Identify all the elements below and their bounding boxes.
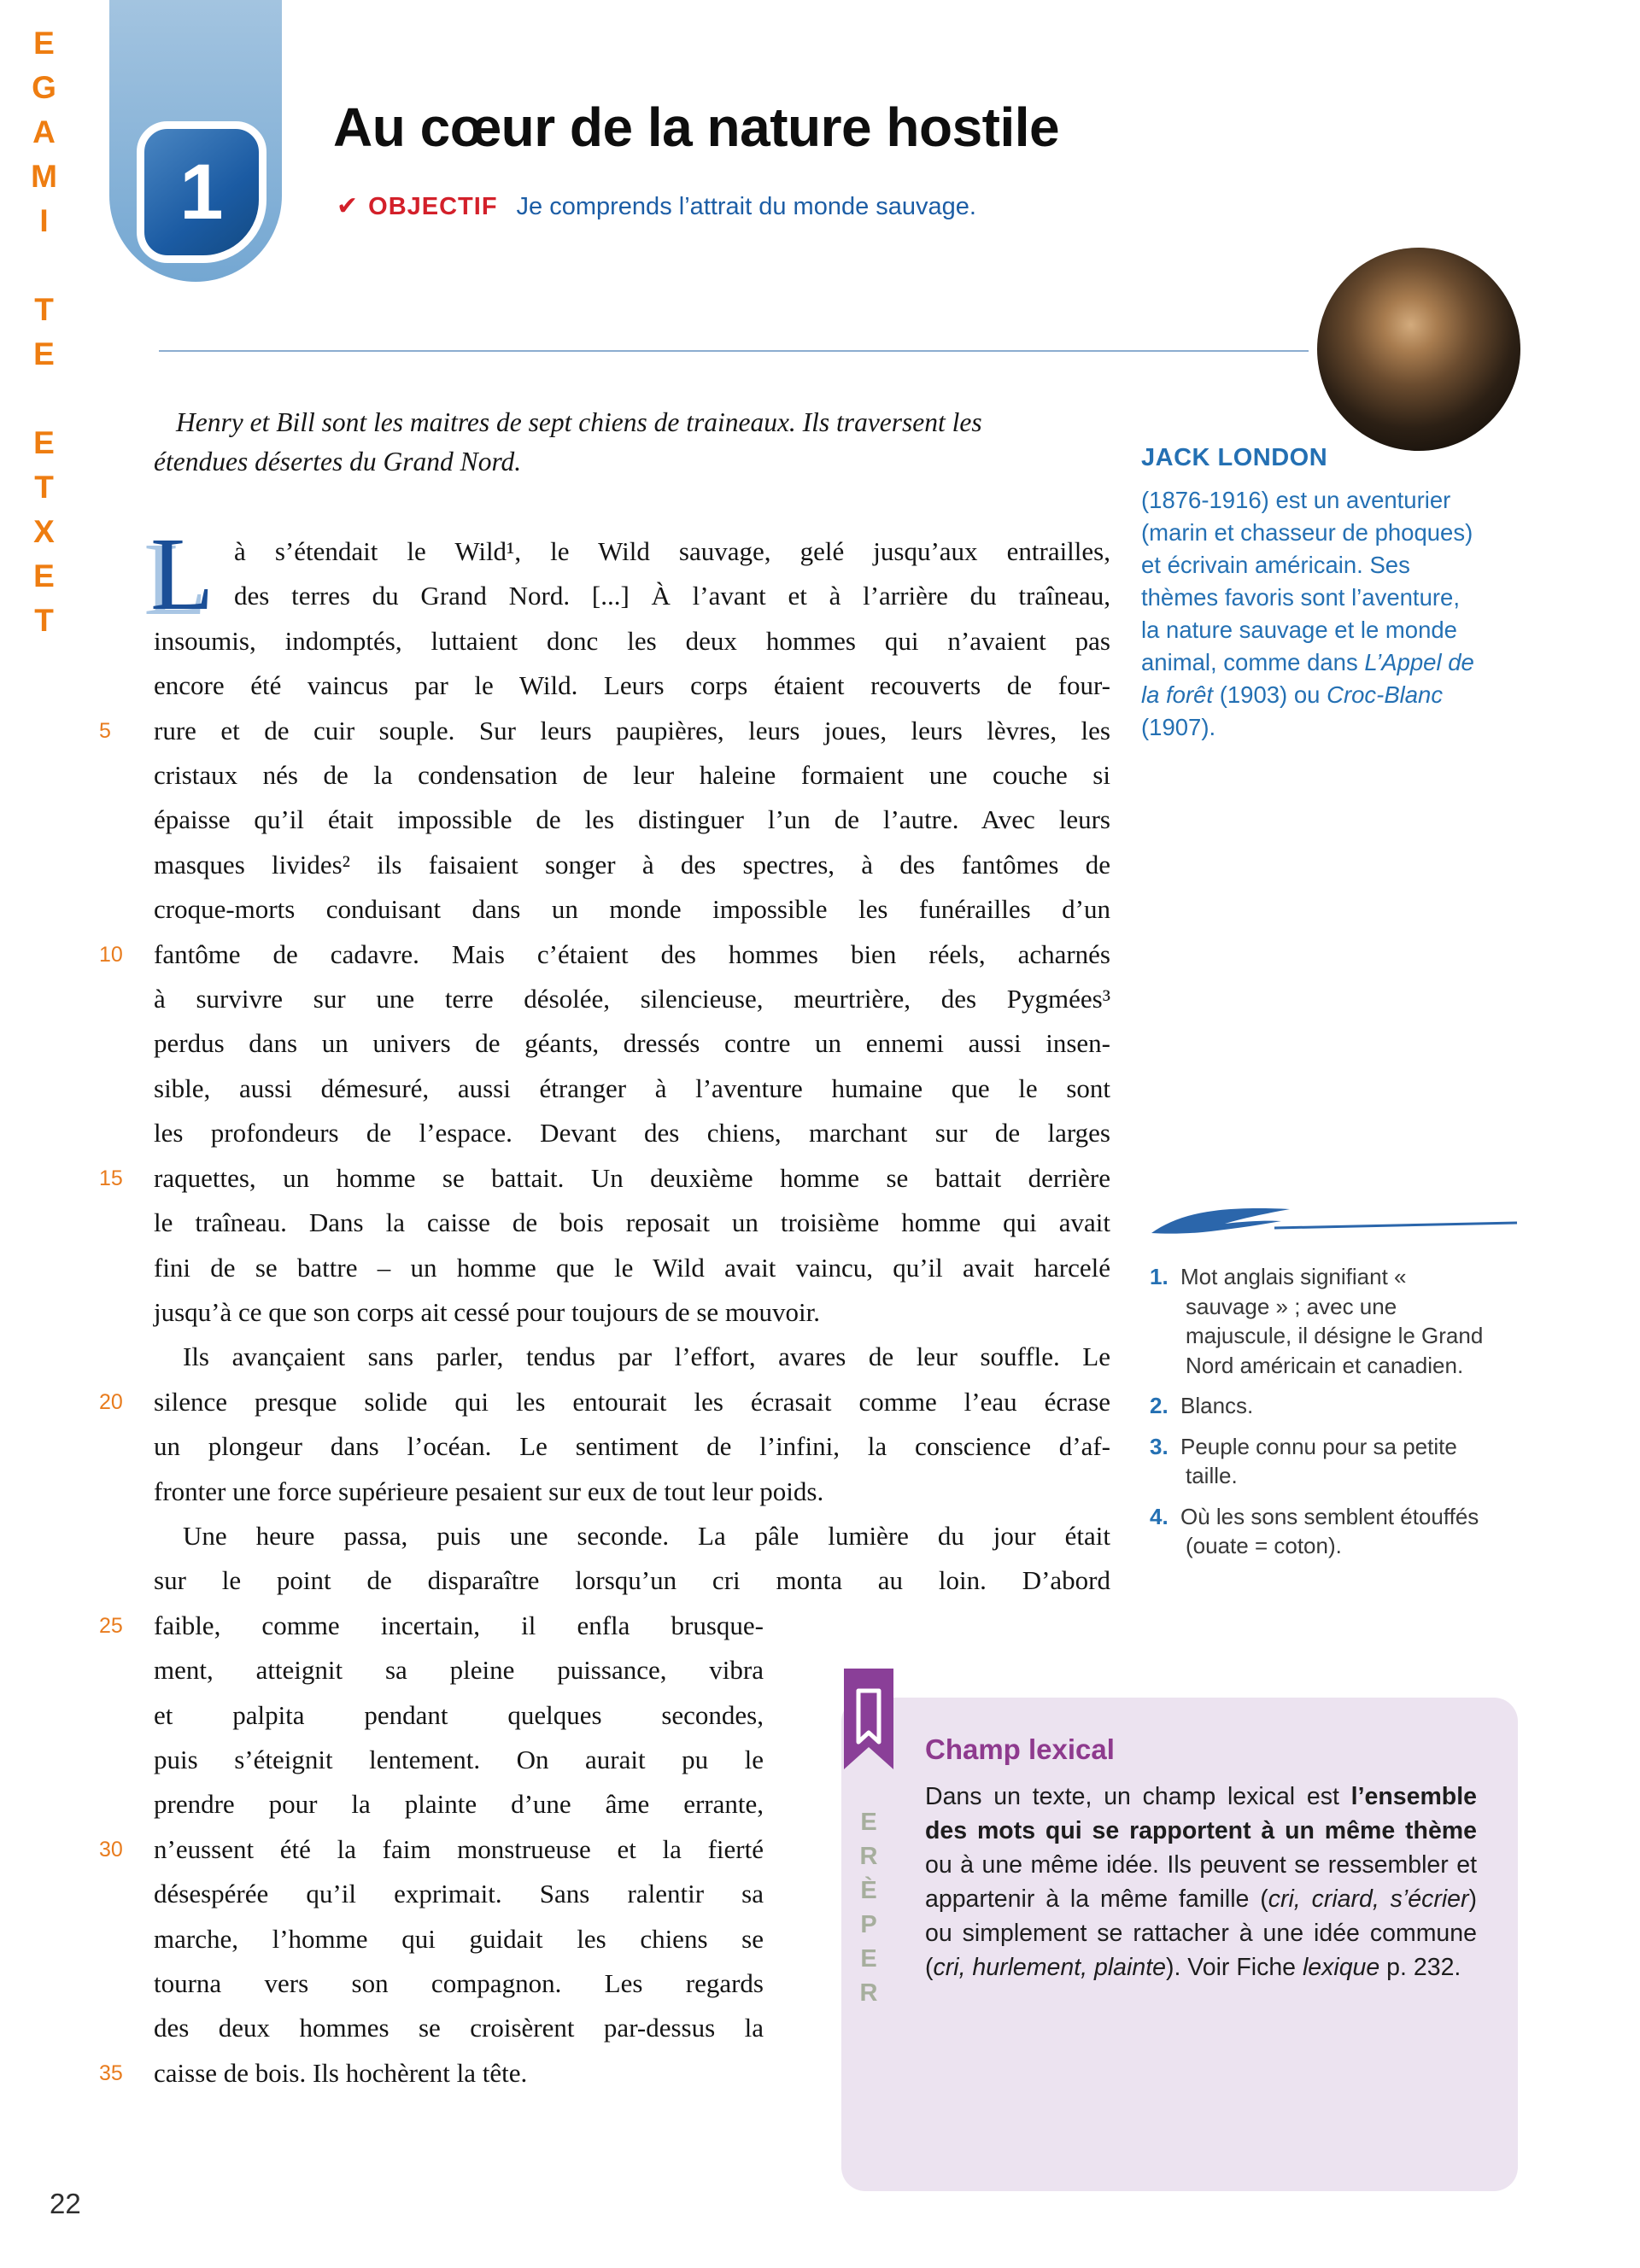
line-text: croque-morts conduisant dans un monde impossible les funérailles d’un [154, 894, 1110, 925]
section-vertical-label: EGAMI TE ETXET [26, 26, 62, 647]
line-text: les profondeurs de l’espace. Devant des chiens, marchant sur de larges [154, 1118, 1110, 1149]
drop-cap: L [150, 517, 214, 632]
text-line [154, 619, 1110, 663]
text-line [154, 1782, 764, 1827]
repere-box [841, 1698, 1518, 2191]
intro-line: étendues désertes du Grand Nord. [154, 447, 522, 476]
line-text: raquettes, un homme se battait. Un deuxième homme se battait derrière [154, 1162, 1110, 1193]
text-line [234, 529, 1110, 574]
line-number: 10 [99, 942, 123, 967]
line-text: épaisse qu’il était impossible de les distinguer l’un de l’autre. Avec leurs [154, 804, 1110, 835]
author-photo [1317, 248, 1520, 451]
objective-text: Je comprends l’attrait du monde sauvage. [516, 193, 976, 220]
header-divider-line [159, 350, 1309, 352]
text-line [99, 2051, 764, 2096]
line-text: silence presque solide qui les entourait les écrasait comme l’eau écrase [154, 1386, 1110, 1417]
line-text: caisse de bois. Ils hochèrent la tête. [154, 2057, 528, 2088]
text-line [154, 1917, 764, 1961]
text-line [154, 663, 1110, 708]
author-name: JACK LONDON [1141, 444, 1328, 471]
footnotes [1150, 1262, 1491, 1572]
line-text: n’eussent été la faim monstrueuse et la fierté [154, 1833, 764, 1864]
bio-segment: Croc-Blanc [1327, 681, 1444, 708]
text-line [154, 753, 1110, 798]
text-line [154, 887, 1110, 932]
page-title: Au cœur de la nature hostile [333, 96, 1060, 158]
text-line [154, 1470, 1110, 1514]
repere-body-segment: ou à une même idée. Ils peuvent se ressembler et appartenir à la même famille ( [925, 1851, 1477, 1913]
text-line [154, 1514, 1110, 1558]
footnote-number: 3. [1150, 1433, 1168, 1459]
repere-body-segment: ). Voir Fiche [1165, 1954, 1303, 1981]
line-text: faible, comme incertain, il enfla brusque- [154, 1610, 764, 1640]
objective-row [337, 191, 976, 221]
repere-body-segment: cri, criard, s’écrier [1268, 1885, 1469, 1913]
line-text: sur le point de disparaître lorsqu’un cri monta au loin. D’abord [154, 1565, 1110, 1596]
line-text: et palpita pendant quelques secondes, [154, 1699, 764, 1730]
line-text: sible, aussi démesuré, aussi étranger à l’aventure humaine que le sont [154, 1073, 1110, 1103]
text-line [154, 1424, 1110, 1469]
footnote-number: 1. [1150, 1264, 1168, 1289]
line-text: Une heure passa, puis une seconde. La pâle lumière du jour était [183, 1520, 1110, 1551]
text-line [99, 1827, 764, 1872]
line-text: tourna vers son compagnon. Les regards [154, 1968, 764, 1998]
footnote-text: Où les sons semblent étouffés (ouate = coton). [1180, 1503, 1479, 1558]
line-text: puis s’éteignit lentement. On aurait pu le [154, 1744, 764, 1774]
footnote [1150, 1502, 1491, 1561]
line-text: Ils avançaient sans parler, tendus par l’effort, avares de leur souffle. Le [183, 1342, 1110, 1372]
text-line [154, 1067, 1110, 1111]
line-text: un plongeur dans l’océan. Le sentiment de l’infini, la conscience d’af- [154, 1431, 1110, 1462]
text-line [99, 1380, 1110, 1424]
repere-body [925, 1780, 1477, 1984]
line-text: fantôme de cadavre. Mais c’étaient des hommes bien réels, acharnés [154, 938, 1110, 969]
text-line [154, 1246, 1110, 1290]
footnote [1150, 1391, 1491, 1421]
text-line [154, 2006, 764, 2050]
line-number: 25 [99, 1613, 123, 1638]
repere-title: Champ lexical [925, 1733, 1115, 1765]
line-text: des deux hommes se croisèrent par-dessus la [154, 2013, 764, 2043]
line-number: 15 [99, 1166, 123, 1190]
bio-segment: (1907). [1141, 714, 1216, 740]
text-line [154, 1558, 1110, 1603]
intro-line: Henry et Bill sont les maitres de sept chiens de traineaux. Ils traversent les [176, 407, 982, 437]
text-line [154, 1738, 764, 1782]
repere-body-segment: l’ensemble des mots qui se rapportent à un même thème [925, 1783, 1477, 1844]
text-line [99, 1604, 764, 1648]
line-text: le traîneau. Dans la caisse de bois reposait un troisième homme qui avait [154, 1207, 1110, 1238]
line-number: 20 [99, 1389, 123, 1414]
line-text: insoumis, indomptés, luttaient donc les deux hommes qui n’avaient pas [154, 625, 1110, 656]
repere-body-segment: lexique [1302, 1954, 1380, 1981]
repere-body-segment: cri, hurlement, plainte [933, 1954, 1166, 1981]
line-text: fini de se battre – un homme que le Wild avait vaincu, qu’il avait harcelé [154, 1252, 1110, 1283]
line-text: désespérée qu’il exprimait. Sans ralentir sa [154, 1879, 764, 1909]
bookmark-icon [844, 1669, 893, 1769]
bio-segment: (1876-1916) est un aventurier (marin et chasseur de phoques) et écrivain américain. Ses thèmes favoris sont l’aventure, la nature sauvage et le monde animal, comme dans [1141, 487, 1473, 675]
bio-segment: (1903) ou [1213, 681, 1327, 708]
repere-vertical-label: ERÈPER [855, 1809, 882, 2014]
line-number: 5 [99, 718, 111, 743]
repere-body-segment: p. 232. [1379, 1954, 1461, 1981]
notes-divider [1146, 1202, 1519, 1242]
footnote-text: Blancs. [1180, 1393, 1254, 1418]
quill-icon [1146, 1202, 1519, 1242]
text-line [99, 1156, 1110, 1201]
text-line [99, 709, 1110, 753]
text-line [154, 1693, 764, 1738]
line-text: des terres du Grand Nord. [...] À l’avant et à l’arrière du traîneau, [234, 581, 1110, 611]
footnote-text: Peuple connu pour sa petite taille. [1180, 1433, 1457, 1488]
text-line [154, 977, 1110, 1021]
line-number: 30 [99, 1837, 123, 1862]
line-text: à survivre sur une terre désolée, silencieuse, meurtrière, des Pygmées³ [154, 984, 1110, 1014]
chapter-badge [137, 121, 266, 263]
check-icon: ✔ [337, 192, 359, 220]
line-text: à s’étendait le Wild¹, le Wild sauvage, gelé jusqu’aux entrailles, [234, 536, 1110, 566]
text-line [234, 574, 1110, 618]
text-line [154, 1111, 1110, 1155]
text-line [154, 1872, 764, 1916]
footnote-text: Mot anglais signifiant « sauvage » ; avec une majuscule, il désigne le Grand Nord américain et canadien. [1180, 1264, 1484, 1378]
footnote-number: 2. [1150, 1393, 1168, 1418]
author-bio-block [1141, 444, 1479, 744]
objective-label: OBJECTIF [368, 193, 498, 220]
line-text: jusqu’à ce que son corps ait cessé pour toujours de se mouvoir. [154, 1296, 820, 1327]
text-line [154, 1290, 1110, 1335]
line-text: fronter une force supérieure pesaient sur eux de tout leur poids. [154, 1476, 824, 1506]
footnote-number: 4. [1150, 1503, 1168, 1529]
text-line [154, 1961, 764, 2006]
line-text: marche, l’homme qui guidait les chiens se [154, 1923, 764, 1954]
line-number: 35 [99, 2060, 123, 2085]
intro-text [154, 403, 1110, 482]
repere-body-segment: Dans un texte, un champ lexical est [925, 1783, 1351, 1810]
line-text: ment, atteignit sa pleine puissance, vibra [154, 1655, 764, 1686]
text-line [154, 1335, 1110, 1379]
text-line [154, 1201, 1110, 1245]
repere-body-segment: ) ou simplement se rattacher à une idée commune ( [925, 1885, 1477, 1981]
bio-segment: L’Appel de la forêt [1141, 649, 1474, 708]
line-text: masques livides² ils faisaient songer à des spectres, à des fantômes de [154, 849, 1110, 880]
page-number: 22 [50, 2188, 81, 2219]
line-text: cristaux nés de la condensation de leur haleine formaient une couche si [154, 760, 1110, 791]
line-text: prendre pour la plainte d’une âme errante, [154, 1789, 764, 1820]
line-text: perdus dans un univers de géants, dressés contre un ennemi aussi insen- [154, 1028, 1110, 1059]
line-text: encore été vaincus par le Wild. Leurs corps étaient recouverts de four- [154, 670, 1110, 701]
line-text: rure et de cuir souple. Sur leurs paupières, leurs joues, leurs lèvres, les [154, 715, 1110, 745]
text-line [154, 1648, 764, 1692]
chapter-number: 1 [179, 148, 224, 236]
text-line [154, 1021, 1110, 1066]
text-line [154, 798, 1110, 842]
author-bio [1141, 484, 1479, 744]
footnote [1150, 1262, 1491, 1380]
text-line [99, 932, 1110, 977]
text-line [154, 843, 1110, 887]
footnote [1150, 1432, 1491, 1491]
